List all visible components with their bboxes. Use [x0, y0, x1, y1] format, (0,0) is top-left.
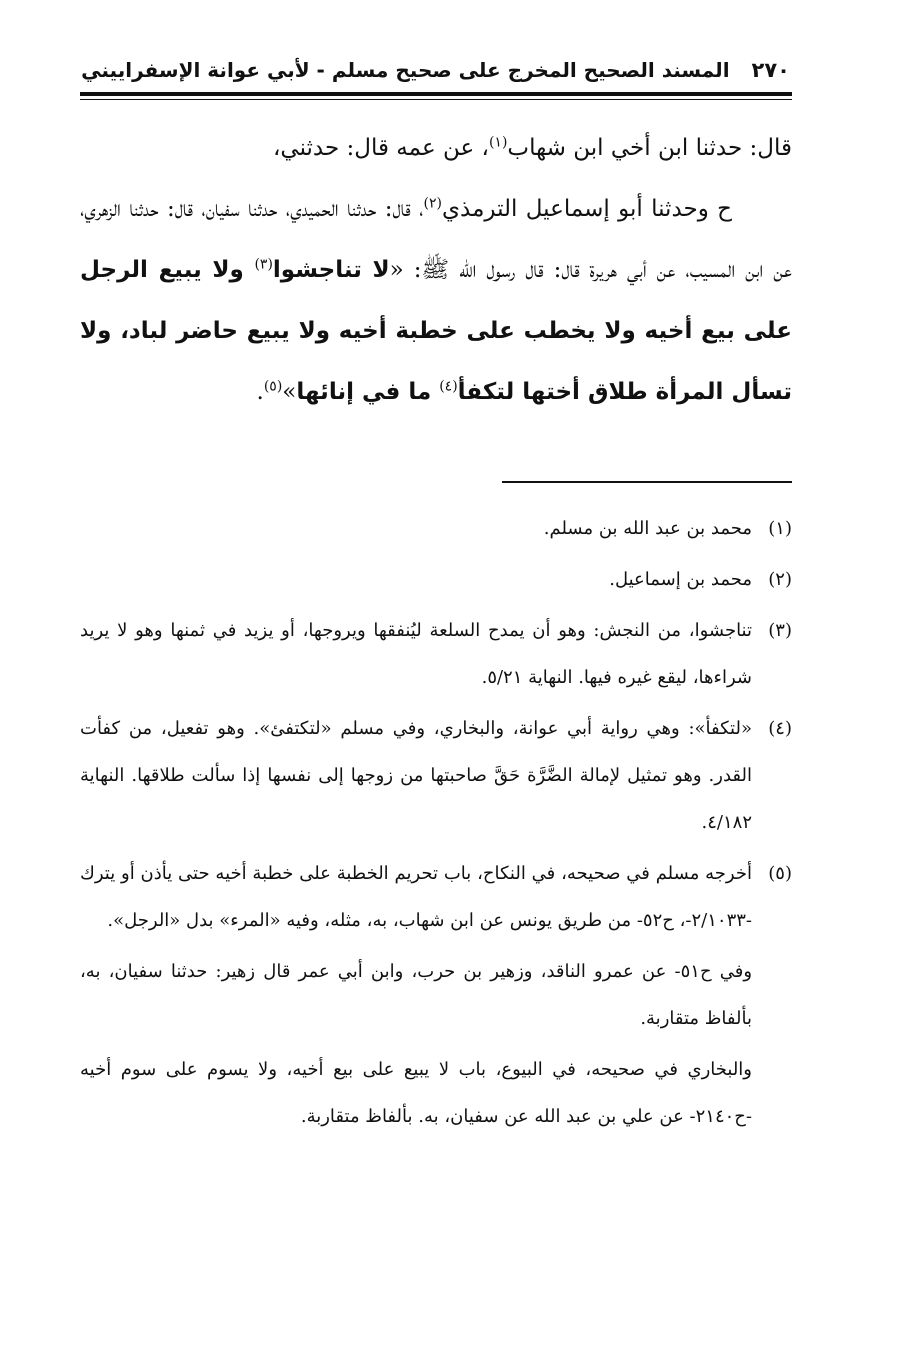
footnote-5-continuation: وفي ح٥١- عن عمرو الناقد، وزهير بن حرب، وابن أبي عمر قال زهير: حدثنا سفيان، به، بألفاظ متقاربة. — [80, 961, 753, 1029]
footnote-ref-4: (٤) — [439, 378, 458, 395]
running-header-title: المسند الصحيح المخرج على صحيح مسلم - لأبي عوانة الإسفراييني — [81, 58, 730, 82]
text-run: قال: حدثنا ابن أخي ابن شهاب — [507, 135, 792, 161]
text-run: . — [256, 379, 264, 405]
footnote-text: محمد بن إسماعيل. — [609, 569, 752, 590]
footnote-5-continuation: والبخاري في صحيحه، في البيوع، باب لا يبيع على بيع أخيه، ولا يسوم على سوم أخيه -ح٢١٤٠- عن علي بن عبد الله عن سفيان، به. بألفاظ متقاربة. — [80, 1059, 752, 1127]
footnote-4 — [80, 705, 792, 846]
footnote-3 — [80, 607, 792, 701]
text-run: » — [282, 379, 297, 405]
footnote-text: «لتكفأ»: وهي رواية أبي عوانة، والبخاري، وفي مسلم «لتكتفئ». وهو تفعيل، من كفأت القدر. وهو تمثيل لإمالة الضَّرَّة حَقَّ صاحبتها من زوجها إلى نفسها إذا سألت طلاقها. النهاية ٤/١٨٢. — [80, 718, 752, 833]
footnote-number: (٥) — [768, 863, 792, 884]
footnote-ref-3: (٣) — [254, 256, 273, 273]
footnote-text: تناجشوا، من النجش: وهو أن يمدح السلعة ليُنفقها ويروجها، أو يزيد في ثمنها وهو لا يريد شراءها، ليقع غيره فيها. النهاية ٥/٢١. — [80, 620, 752, 688]
hadith-text: ما في إنائها — [296, 379, 440, 405]
footnotes — [80, 505, 792, 1140]
footnote-number: (٢) — [768, 569, 792, 590]
paragraph-isnad-2 — [80, 179, 792, 423]
book-page — [80, 58, 792, 1144]
page-number: ٢٧٠ — [751, 58, 790, 82]
footnote-ref-5: (٥) — [263, 378, 283, 395]
footnote-number: (٤) — [768, 718, 792, 739]
footnote-number: (١) — [768, 518, 792, 539]
text-run: ح وحدثنا أبو إسماعيل الترمذي — [442, 196, 733, 222]
footnote-5 — [80, 850, 792, 944]
main-text — [80, 118, 792, 423]
footnote-ref-1: (١) — [488, 134, 508, 151]
footnote-text: أخرجه مسلم في صحيحه، في النكاح، باب تحريم الخطبة على خطبة أخيه حتى يأذن أو يترك -٢/١٠٣٣-، ح٥٢- من طريق يونس عن ابن شهاب، به، مثله، وفيه «المرء» بدل «الرجل». — [80, 863, 752, 931]
footnote-number: (٣) — [768, 620, 792, 641]
hadith-text: لا تناجشوا — [272, 257, 390, 283]
header-rule-thin — [80, 99, 792, 100]
hadith-text: ولا يبيع الرجل على بيع أخيه ولا يخطب على خطبة أخيه ولا يبيع حاضر لباد، ولا تسأل المرأة طلاق أختها لتكفأ — [80, 257, 792, 405]
footnote-text: محمد بن عبد الله بن مسلم. — [543, 518, 752, 539]
text-run: ، عن عمه قال: حدثني، — [273, 135, 489, 161]
running-header — [80, 58, 792, 92]
footnote-ref-2: (٢) — [423, 195, 443, 212]
footnote-2 — [80, 556, 792, 603]
header-rule-thick — [80, 92, 792, 96]
paragraph-isnad-1 — [80, 118, 792, 179]
footnote-1 — [80, 505, 792, 552]
footnote-separator — [502, 481, 792, 483]
text-run: ، قال: حدثنا الحميدي، حدثنا سفيان، قال: حدثنا الزهري، عن ابن المسيب، عن أبي هريرة قال: قال رسول الله ﷺ: « — [80, 196, 792, 283]
